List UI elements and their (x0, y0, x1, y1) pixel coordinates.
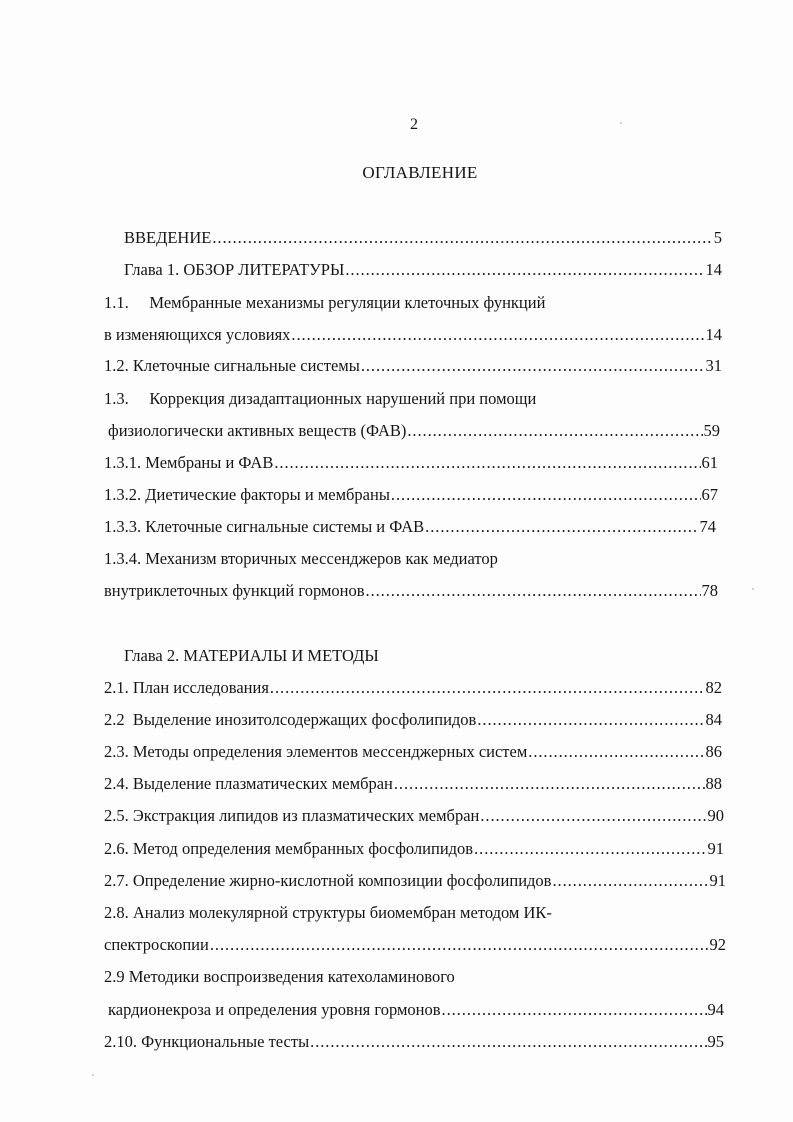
toc-entry-text: Глава 1. ОБЗОР ЛИТЕРАТУРЫ (124, 260, 345, 279)
toc-entry-page: 59 (703, 421, 720, 440)
toc-dot-leader (361, 356, 705, 376)
toc-entry-page: 14 (705, 325, 722, 344)
toc-entry-page: 5 (713, 228, 722, 247)
toc-dot-leader (425, 517, 698, 537)
toc-entry-2-9 (108, 1000, 724, 1022)
toc-entry-1-3 (108, 421, 720, 443)
toc-entry-page: 78 (701, 581, 718, 600)
toc-entry-text: 2.9 Методики воспроизведения катехоламинового (104, 967, 455, 986)
page-number: 2 (410, 116, 418, 133)
toc-dot-leader (366, 581, 701, 601)
toc-dot-leader (210, 935, 709, 955)
toc-dot-leader (212, 228, 712, 248)
toc-entry-2-8-first-line (104, 903, 714, 925)
toc-entry-page: 74 (699, 517, 716, 536)
toc-dot-leader (474, 839, 706, 859)
toc-entry-text: 1.3.4. Механизм вторичных мессенджеров как медиатор (104, 549, 498, 568)
toc-entry-1-1-first-line (104, 293, 714, 315)
toc-entry-1-3-2 (104, 485, 718, 507)
toc-entry-page: 95 (707, 1032, 724, 1051)
toc-entry-page: 84 (705, 710, 722, 729)
toc-entry-1-3-4-first-line (104, 549, 714, 571)
toc-entry-1-3-3 (104, 517, 716, 539)
toc-entry-text: в изменяющихся условиях (104, 325, 291, 344)
toc-entry-page: 82 (705, 678, 722, 697)
toc-dot-leader (407, 421, 702, 441)
toc-entry-page: 14 (705, 260, 722, 279)
toc-entry-2-2 (104, 710, 722, 732)
toc-entry-text: 2.4. Выделение плазматических мембран (104, 774, 393, 793)
toc-entry-page: 61 (701, 453, 718, 472)
toc-entry-2-7 (104, 871, 726, 893)
toc-entry-page: 67 (701, 485, 718, 504)
toc-entry-2-4 (104, 774, 722, 796)
toc-dot-leader (552, 871, 708, 891)
toc-dot-leader (274, 453, 700, 473)
toc-entry-page: 90 (707, 806, 724, 825)
toc-entry-text: Глава 2. МАТЕРИАЛЫ И МЕТОДЫ (124, 646, 379, 665)
toc-entry-text: 1.3. Коррекция дизадаптационных нарушений при помощи (104, 389, 537, 408)
toc-entry-1-2 (104, 356, 722, 378)
toc-dot-leader (394, 774, 705, 794)
toc-entry-1-1 (104, 325, 722, 347)
toc-entry-page: 86 (705, 742, 722, 761)
toc-entry-text: 2.8. Анализ молекулярной структуры биомембран методом ИК- (104, 903, 552, 922)
toc-entry-2-10 (104, 1032, 724, 1054)
toc-entry-text: 2.10. Функциональные тесты (104, 1032, 310, 1051)
toc-entry-text: физиологически активных веществ (ФАВ) (108, 421, 407, 440)
toc-dot-leader (391, 485, 701, 505)
toc-entry-page: 88 (705, 774, 722, 793)
toc-dot-leader (480, 806, 706, 826)
toc-entry-2-8 (104, 935, 726, 957)
toc-dot-leader (291, 325, 704, 345)
toc-entry-text: кардионекроза и определения уровня гормонов (108, 1000, 441, 1019)
toc-dot-leader (310, 1032, 706, 1052)
toc-entry-text: 2.7. Определение жирно-кислотной композиции фосфолипидов (104, 871, 552, 890)
toc-dot-leader (528, 742, 704, 762)
toc-entry-chapter-2 (124, 646, 624, 668)
toc-dot-leader (345, 260, 704, 280)
toc-entry-2-5 (104, 806, 724, 828)
toc-entry-2-9-first-line (104, 967, 714, 989)
toc-dot-leader (270, 678, 705, 698)
toc-entry-text: 1.3.3. Клеточные сигнальные системы и ФАВ (104, 517, 425, 536)
toc-dot-leader (477, 710, 704, 730)
toc-dot-leader (442, 1000, 707, 1020)
toc-entry-page: 91 (707, 839, 724, 858)
toc-entry-text: 2.5. Экстракция липидов из плазматических мембран (104, 806, 480, 825)
toc-entry-2-3 (104, 742, 722, 764)
scan-speck (92, 1074, 94, 1076)
toc-entry-text: внутриклеточных функций гормонов (104, 581, 365, 600)
toc-entry-page: 31 (705, 356, 722, 375)
toc-entry-1-3-4 (104, 581, 718, 603)
toc-entry-text: 2.1. План исследования (104, 678, 269, 697)
toc-entry-text: 1.2. Клеточные сигнальные системы (104, 356, 360, 375)
toc-entry-1-3-1 (104, 453, 718, 475)
scan-speck (620, 122, 622, 124)
page-title: ОГЛАВЛЕНИЕ (362, 163, 478, 182)
toc-entry-page: 92 (709, 935, 726, 954)
toc-entry-1-3-first-line (104, 389, 714, 411)
toc-entry-page: 91 (709, 871, 726, 890)
toc-entry-text: ВВЕДЕНИЕ (124, 228, 212, 247)
toc-entry-text: 2.6. Метод определения мембранных фосфолипидов (104, 839, 474, 858)
scan-speck (752, 588, 754, 590)
toc-entry-introduction (124, 228, 722, 250)
toc-entry-text: спектроскопии (104, 935, 209, 954)
toc-entry-text: 1.1. Мембранные механизмы регуляции клеточных функций (104, 293, 546, 312)
toc-entry-2-6 (104, 839, 724, 861)
toc-entry-text: 1.3.2. Диетические факторы и мембраны (104, 485, 390, 504)
toc-entry-text: 1.3.1. Мембраны и ФАВ (104, 453, 274, 472)
toc-entry-chapter-1 (124, 260, 722, 282)
toc-entry-page: 94 (707, 1000, 724, 1019)
toc-entry-text: 2.2 Выделение инозитолсодержащих фосфолипидов (104, 710, 477, 729)
toc-entry-2-1 (104, 678, 722, 700)
toc-entry-text: 2.3. Методы определения элементов мессенджерных систем (104, 742, 528, 761)
